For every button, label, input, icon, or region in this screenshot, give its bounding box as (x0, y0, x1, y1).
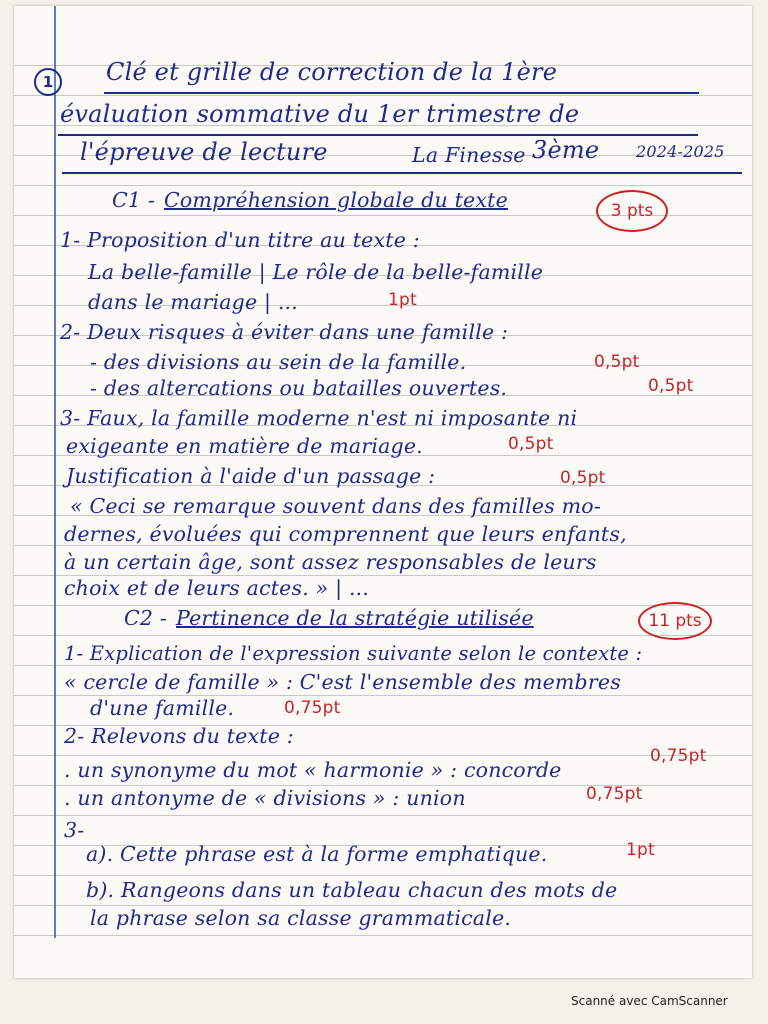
c2-q2-item-2-score: 0,75pt (586, 784, 643, 804)
justification-score: 0,5pt (560, 468, 606, 488)
q3-line-2: exigeante en matière de mariage. (66, 434, 423, 458)
title-underline-1 (104, 92, 699, 94)
q2-item-2-score: 0,5pt (648, 376, 694, 396)
quote-line-2: dernes, évoluées qui comprennent que leurs enfants, (64, 522, 627, 546)
c2-q3b-line-2: la phrase selon sa classe grammaticale. (90, 906, 512, 930)
q3-line-1: 3- Faux, la famille moderne n'est ni imposante ni (60, 406, 578, 430)
page-number-badge: 1 (34, 68, 62, 96)
c2-q1-line-2: « cercle de famille » : C'est l'ensemble des membres (64, 670, 621, 694)
scanner-watermark: Scanné avec CamScanner (571, 994, 728, 1008)
handwritten-page (14, 6, 752, 978)
q3-score: 0,5pt (508, 434, 554, 454)
q1-answer-line-2: dans le mariage | ... (88, 290, 298, 314)
title-line-2: évaluation sommative du 1er trimestre de (60, 100, 580, 128)
school-year: 2024-2025 (636, 142, 725, 161)
c2-q2-item-1: . un synonyme du mot « harmonie » : concorde (64, 758, 562, 782)
school-name: La Finesse (412, 143, 526, 167)
c2-q2-label: 2- Relevons du texte : (64, 724, 294, 748)
justification-label: Justification à l'aide d'un passage : (66, 464, 436, 488)
section1-heading: Compréhension globale du texte (164, 188, 508, 212)
quote-line-1: « Ceci se remarque souvent dans des familles mo- (70, 494, 601, 518)
quote-line-3: à un certain âge, sont assez responsables de leurs (64, 550, 597, 574)
q1-answer-line-1: La belle-famille | Le rôle de la belle-famille (88, 260, 544, 284)
q2-item-1-score: 0,5pt (594, 352, 640, 372)
section2-heading: Pertinence de la stratégie utilisée (176, 606, 534, 630)
section2-prefix: C2 - (124, 606, 167, 630)
title-underline-2 (58, 134, 698, 136)
q1-score: 1pt (388, 290, 417, 310)
c2-q1-line-3: d'une famille. (90, 696, 235, 720)
c2-q2-item-1-score: 0,75pt (650, 746, 707, 766)
class-level: 3ème (532, 136, 600, 164)
page-bottom-margin (14, 938, 752, 978)
c2-q3a-score: 1pt (626, 840, 655, 860)
c2-q1-score: 0,75pt (284, 698, 341, 718)
title-underline-3 (62, 172, 742, 174)
c2-q3-label: 3- (64, 818, 85, 842)
title-line-3: l'épreuve de lecture (80, 138, 328, 166)
margin-line (54, 6, 56, 978)
c2-q1-line-1: 1- Explication de l'expression suivante selon le contexte : (64, 642, 643, 665)
section2-points: 11 pts (638, 602, 712, 640)
title-line-1: Clé et grille de correction de la 1ère (106, 58, 558, 86)
q2-label: 2- Deux risques à éviter dans une famille : (60, 320, 509, 344)
c2-q3b-line-1: b). Rangeons dans un tableau chacun des mots de (86, 878, 618, 902)
page-top-edge (14, 6, 752, 40)
quote-line-4: choix et de leurs actes. » | ... (64, 576, 370, 600)
c2-q2-item-2: . un antonyme de « divisions » : union (64, 786, 466, 810)
q2-item-2: - des altercations ou batailles ouvertes. (90, 376, 508, 400)
c2-q3a: a). Cette phrase est à la forme emphatique. (86, 842, 548, 866)
section1-points: 3 pts (596, 190, 668, 232)
section1-prefix: C1 - (112, 188, 155, 212)
q2-item-1: - des divisions au sein de la famille. (90, 350, 467, 374)
q1-label: 1- Proposition d'un titre au texte : (60, 228, 420, 252)
